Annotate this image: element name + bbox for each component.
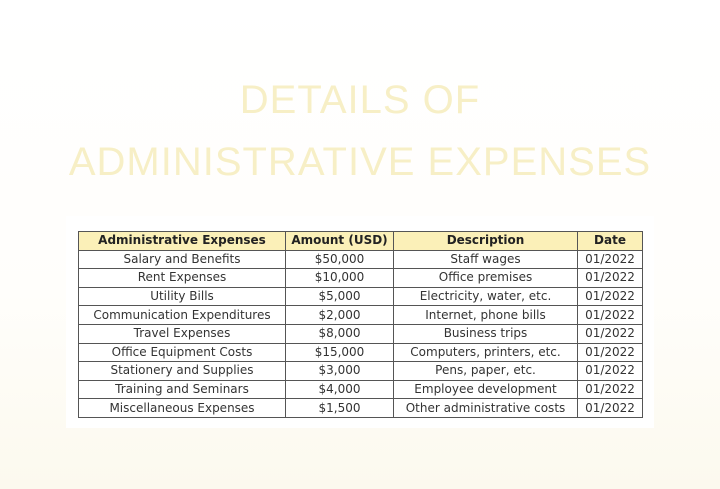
table-cell: Travel Expenses bbox=[79, 324, 286, 343]
table-row bbox=[79, 324, 643, 343]
title-line-2: ADMINISTRATIVE EXPENSES bbox=[68, 140, 652, 184]
column-header: Administrative Expenses bbox=[79, 232, 286, 251]
table-row bbox=[79, 399, 643, 418]
table-cell: 01/2022 bbox=[578, 324, 643, 343]
table-row bbox=[79, 287, 643, 306]
table-cell: Other administrative costs bbox=[394, 399, 578, 418]
table-cell: 01/2022 bbox=[578, 380, 643, 399]
column-header: Date bbox=[578, 232, 643, 251]
table-cell: Office premises bbox=[394, 269, 578, 288]
column-header: Amount (USD) bbox=[286, 232, 394, 251]
table-cell: Stationery and Supplies bbox=[79, 362, 286, 381]
table-cell: Miscellaneous Expenses bbox=[79, 399, 286, 418]
table-cell: Pens, paper, etc. bbox=[394, 362, 578, 381]
table-cell: Training and Seminars bbox=[79, 380, 286, 399]
table-cell: 01/2022 bbox=[578, 343, 643, 362]
table-cell: 01/2022 bbox=[578, 306, 643, 325]
table-cell: 01/2022 bbox=[578, 362, 643, 381]
table-cell: $2,000 bbox=[286, 306, 394, 325]
title-line-1: DETAILS OF bbox=[239, 78, 481, 122]
table-cell: Staff wages bbox=[394, 250, 578, 269]
table-row bbox=[79, 250, 643, 269]
table-cell: Utility Bills bbox=[79, 287, 286, 306]
table-cell: $10,000 bbox=[286, 269, 394, 288]
table-cell: Employee development bbox=[394, 380, 578, 399]
table-cell: 01/2022 bbox=[578, 399, 643, 418]
table-cell: $15,000 bbox=[286, 343, 394, 362]
table-cell: Business trips bbox=[394, 324, 578, 343]
table-cell: Office Equipment Costs bbox=[79, 343, 286, 362]
table-cell: Internet, phone bills bbox=[394, 306, 578, 325]
table-cell: $50,000 bbox=[286, 250, 394, 269]
table-row bbox=[79, 362, 643, 381]
table-cell: $8,000 bbox=[286, 324, 394, 343]
table-cell: 01/2022 bbox=[578, 269, 643, 288]
table-cell: Computers, printers, etc. bbox=[394, 343, 578, 362]
expenses-table bbox=[78, 231, 643, 418]
table-row bbox=[79, 306, 643, 325]
table-row bbox=[79, 269, 643, 288]
table-row bbox=[79, 380, 643, 399]
column-header: Description bbox=[394, 232, 578, 251]
table-cell: 01/2022 bbox=[578, 250, 643, 269]
table-cell: Electricity, water, etc. bbox=[394, 287, 578, 306]
table-cell: $4,000 bbox=[286, 380, 394, 399]
table-cell: Salary and Benefits bbox=[79, 250, 286, 269]
table-cell: $1,500 bbox=[286, 399, 394, 418]
table-cell: $3,000 bbox=[286, 362, 394, 381]
table-cell: 01/2022 bbox=[578, 287, 643, 306]
table-row bbox=[79, 343, 643, 362]
header-row bbox=[79, 232, 643, 251]
table-cell: Rent Expenses bbox=[79, 269, 286, 288]
table-cell: Communication Expenditures bbox=[79, 306, 286, 325]
table-cell: $5,000 bbox=[286, 287, 394, 306]
